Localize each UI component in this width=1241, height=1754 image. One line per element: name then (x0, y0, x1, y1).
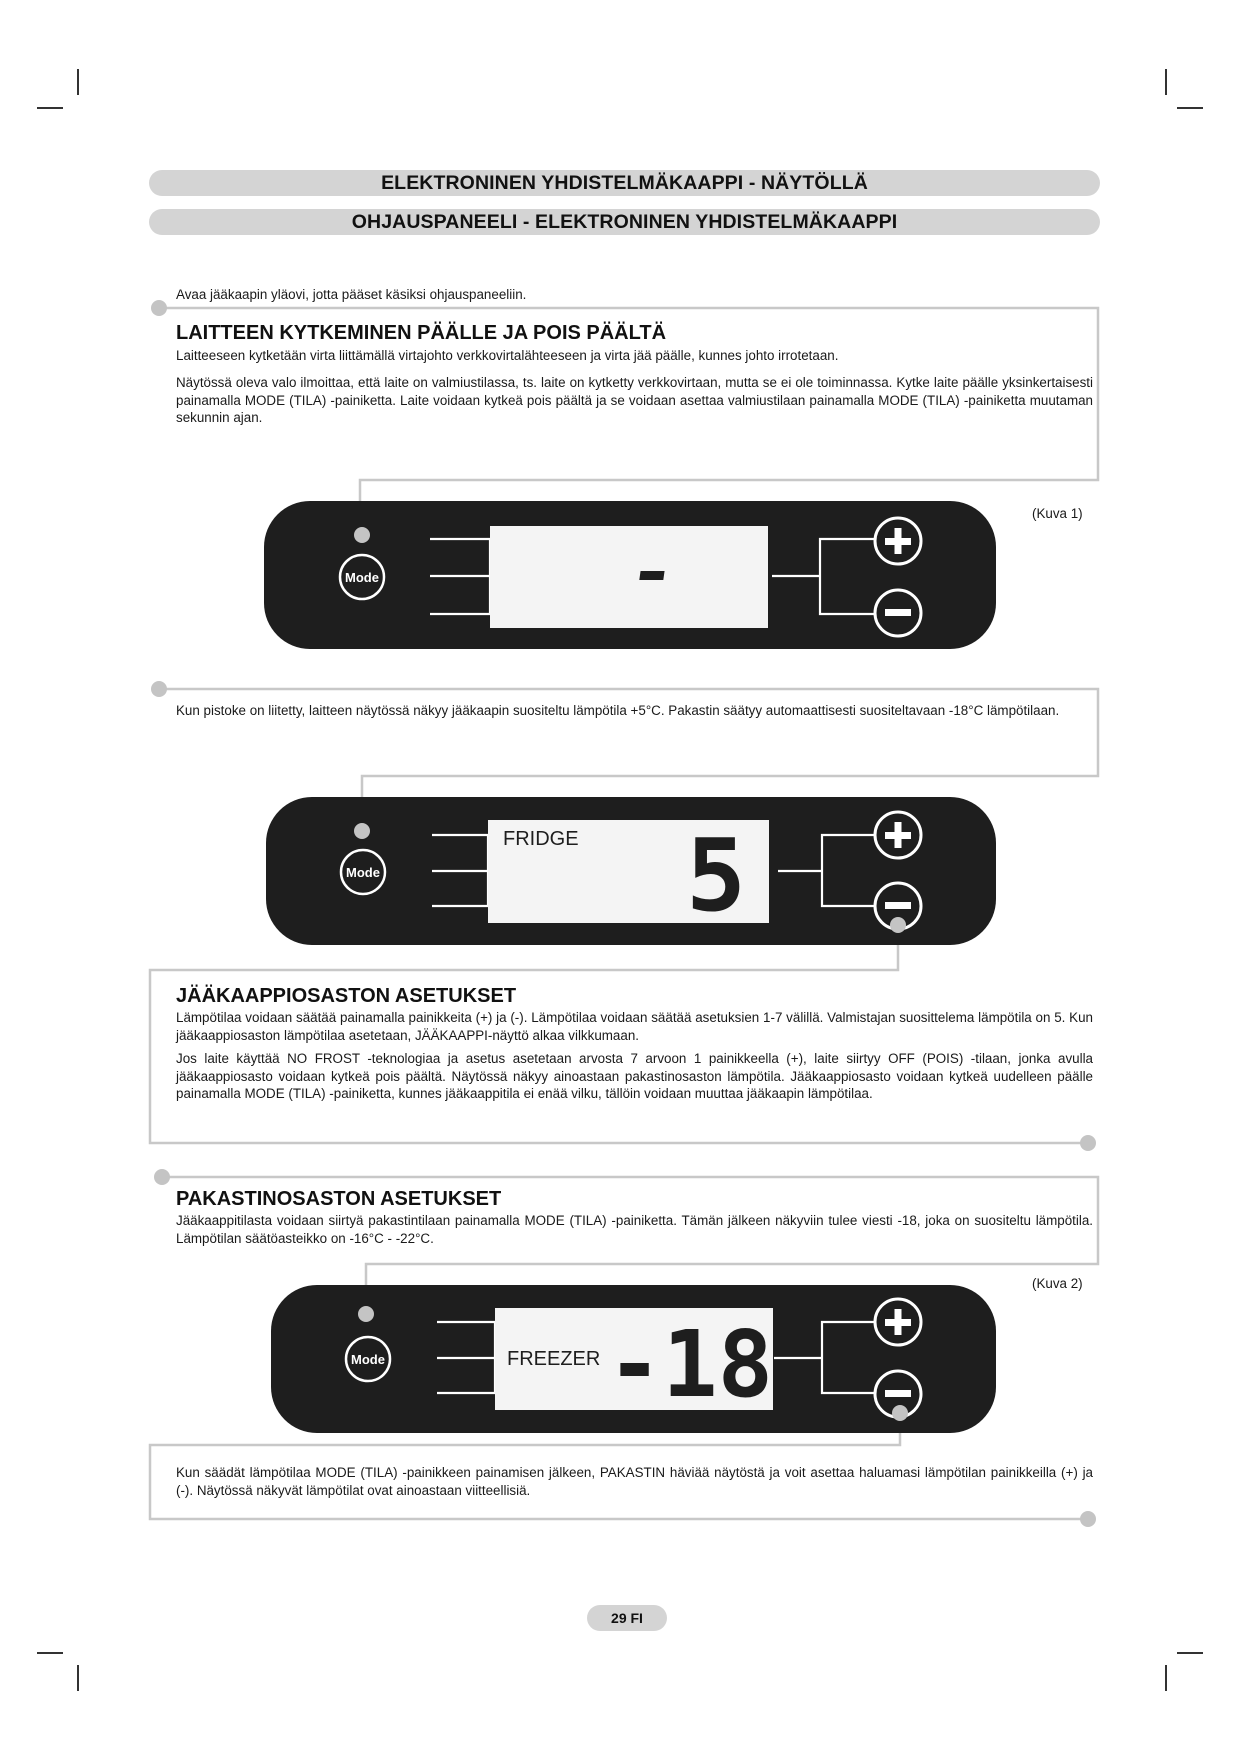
display-label: FREEZER (507, 1348, 601, 1370)
plug-note: Kun pistoke on liitetty, laitteen näytössä näkyy jääkaapin suositeltu lämpötila +5°C. Pakastin säätyy automaattisesti suositeltavaan -18°C lämpötilaan. (176, 703, 1060, 718)
fridge-paragraph-2: Jos laite käyttää NO FROST -teknologiaa ja asetus asetetaan arvosta 7 arvoon 1 painikkeella (+), laite siirtyy OFF (POIS) -tilaan, jonka avulla jääkaappiosasto voidaan kytkeä pois päältä. Näytössä näkyy ainoastaan pakastinosaston lämpötila. Jääkaappiosasto voidaan kytkeä uudelleen päälle painamalla MODE (TILA) -painiketta, kunnes jääkaappitila ei enää vilku, tällöin voidaan muuttaa jääkaapin lämpötilaa. (176, 1051, 1093, 1101)
section-heading-fridge: JÄÄKAAPPIOSASTON ASETUKSET (176, 985, 517, 1007)
power-paragraph-2: Näytössä oleva valo ilmoittaa, että laite on valmiustilassa, ts. laite on kytketty verkkovirtaan, mutta se ei ole toiminnassa. Kytke laite päälle yksinkertaisesti painamalla MODE (TILA) -painiketta. Laite voidaan kytkeä pois päältä ja se voidaan asettaa valmiustilaan painamalla MODE (TILA) -painiketta muutaman sekunnin ajan. (176, 375, 1093, 425)
page-number: 29 FI (587, 1605, 667, 1631)
page-subtitle: OHJAUSPANEELI - ELEKTRONINEN YHDISTELMÄKAAPPI (149, 209, 1100, 235)
section-heading-power: LAITTEEN KYTKEMINEN PÄÄLLE JA POIS PÄÄLTÄ (176, 322, 667, 344)
display-value: -18 (606, 1311, 774, 1418)
freezer-note: Kun säädät lämpötilaa MODE (TILA) -painikkeen painamisen jälkeen, PAKASTIN häviää näytöstä ja voit asettaa haluamasi lämpötilan painikkeilla (+) ja (-). Näytössä näkyvät lämpötilat ovat ainoastaan viitteellisiä. (176, 1465, 1093, 1498)
plus-button[interactable] (875, 1299, 921, 1345)
freezer-paragraph-1: Jääkaappitilasta voidaan siirtyä pakastintilaan painamalla MODE (TILA) -painiketta. Tämän jälkeen näkyviin tulee viesti -18, joka on suositeltu lämpötila. Lämpötilan säätöasteikko on -16°C - -22°C. (176, 1213, 1093, 1246)
power-paragraph-1: Laitteeseen kytketään virta liittämällä virtajohto verkkovirtalähteeseen ja virta jää päälle, kunnes johto irrotetaan. (176, 348, 839, 363)
mode-button[interactable] (346, 1337, 390, 1381)
fridge-paragraph-1: Lämpötilaa voidaan säätää painamalla painikkeita (+) ja (-). Lämpötilaa voidaan säätää asetuksien 1-7 välillä. Valmistajan suosittelema lämpötila on 5. Kun jääkaappiosaston lämpötilaa asetetaan, JÄÄKAAPPI-näyttö alkaa vilkkumaan. (176, 1010, 1093, 1043)
mode-button-label: Mode (351, 1352, 385, 1367)
page-title: ELEKTRONINEN YHDISTELMÄKAAPPI - NÄYTÖLLÄ (149, 170, 1100, 196)
display-label: FRIDGE (503, 828, 579, 850)
figure-caption-2: (Kuva 2) (1032, 1276, 1083, 1291)
intro-text: Avaa jääkaapin yläovi, jotta pääset käsiksi ohjauspaneeliin. (176, 287, 527, 302)
section-heading-freezer: PAKASTINOSASTON ASETUKSET (176, 1188, 502, 1210)
display-value: 5 (685, 817, 747, 934)
mode-button-label: Mode (346, 865, 380, 880)
mode-button-label: Mode (345, 570, 379, 585)
figure-caption-1: (Kuva 1) (1032, 506, 1083, 521)
